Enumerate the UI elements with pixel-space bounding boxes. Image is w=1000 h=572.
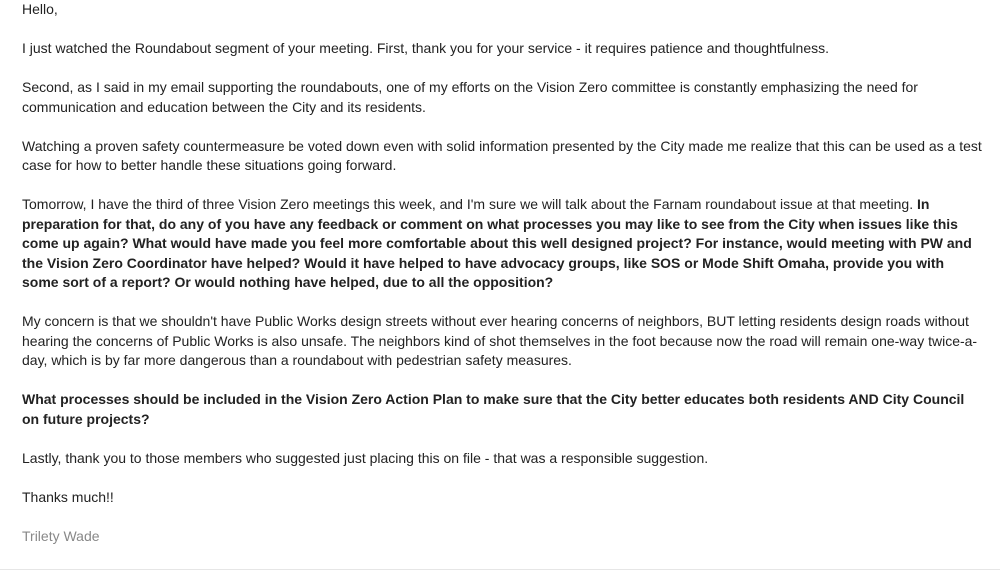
- email-body: [22, 0, 982, 546]
- paragraph-feedback-request: [22, 195, 982, 293]
- feedback-request-intro: Tomorrow, I have the third of three Vision Zero meetings this week, and I'm sure we will talk about the Farnam roundabout issue at that meeting.: [22, 196, 917, 212]
- paragraph-thanks: I just watched the Roundabout segment of your meeting. First, thank you for your service - it requires patience and thoughtfulness.: [22, 40, 829, 56]
- bottom-divider: [0, 569, 1000, 570]
- paragraph-action-plan-question: What processes should be included in the Vision Zero Action Plan to make sure that the City better educates both residents AND City Council on future projects?: [22, 391, 965, 427]
- paragraph-vision-zero-committee: Second, as I said in my email supporting the roundabouts, one of my efforts on the Vision Zero committee is constantly emphasizing the need for communication and education between the City and its residents.: [22, 79, 918, 115]
- paragraph-lastly: Lastly, thank you to those members who suggested just placing this on file - that was a responsible suggestion.: [22, 449, 709, 466]
- paragraph-test-case: Watching a proven safety countermeasure be voted down even with solid information presented by the City made me realize that this can be used as a test case for how to better handle these situations going forward.: [22, 137, 982, 173]
- signature: Trilety Wade: [22, 527, 100, 544]
- paragraph-concern: My concern is that we shouldn't have Public Works design streets without ever hearing concerns of neighbors, BUT letting residents design roads without hearing the concerns of Public Works is also unsafe. The neighbors kind of shot themselves in the foot because now the road will remain one-way twice-a-day, which is by far more dangerous than a roundabout with pedestrian safety measures.: [22, 313, 978, 368]
- greeting: Hello,: [22, 1, 58, 17]
- feedback-request-questions: In preparation for that, do any of you have any feedback or comment on what processes you may like to see from the City when issues like this come up again? What would have made you feel more comfortable about this well designed project? For instance, would meeting with PW and the Vision Zero Coordinator have helped? Would it have helped to have advocacy groups, like SOS or Mode Shift Omaha, provide you with some sort of a report? Or would nothing have helped, due to all the opposition?: [22, 196, 972, 290]
- closing: Thanks much!!: [22, 488, 114, 505]
